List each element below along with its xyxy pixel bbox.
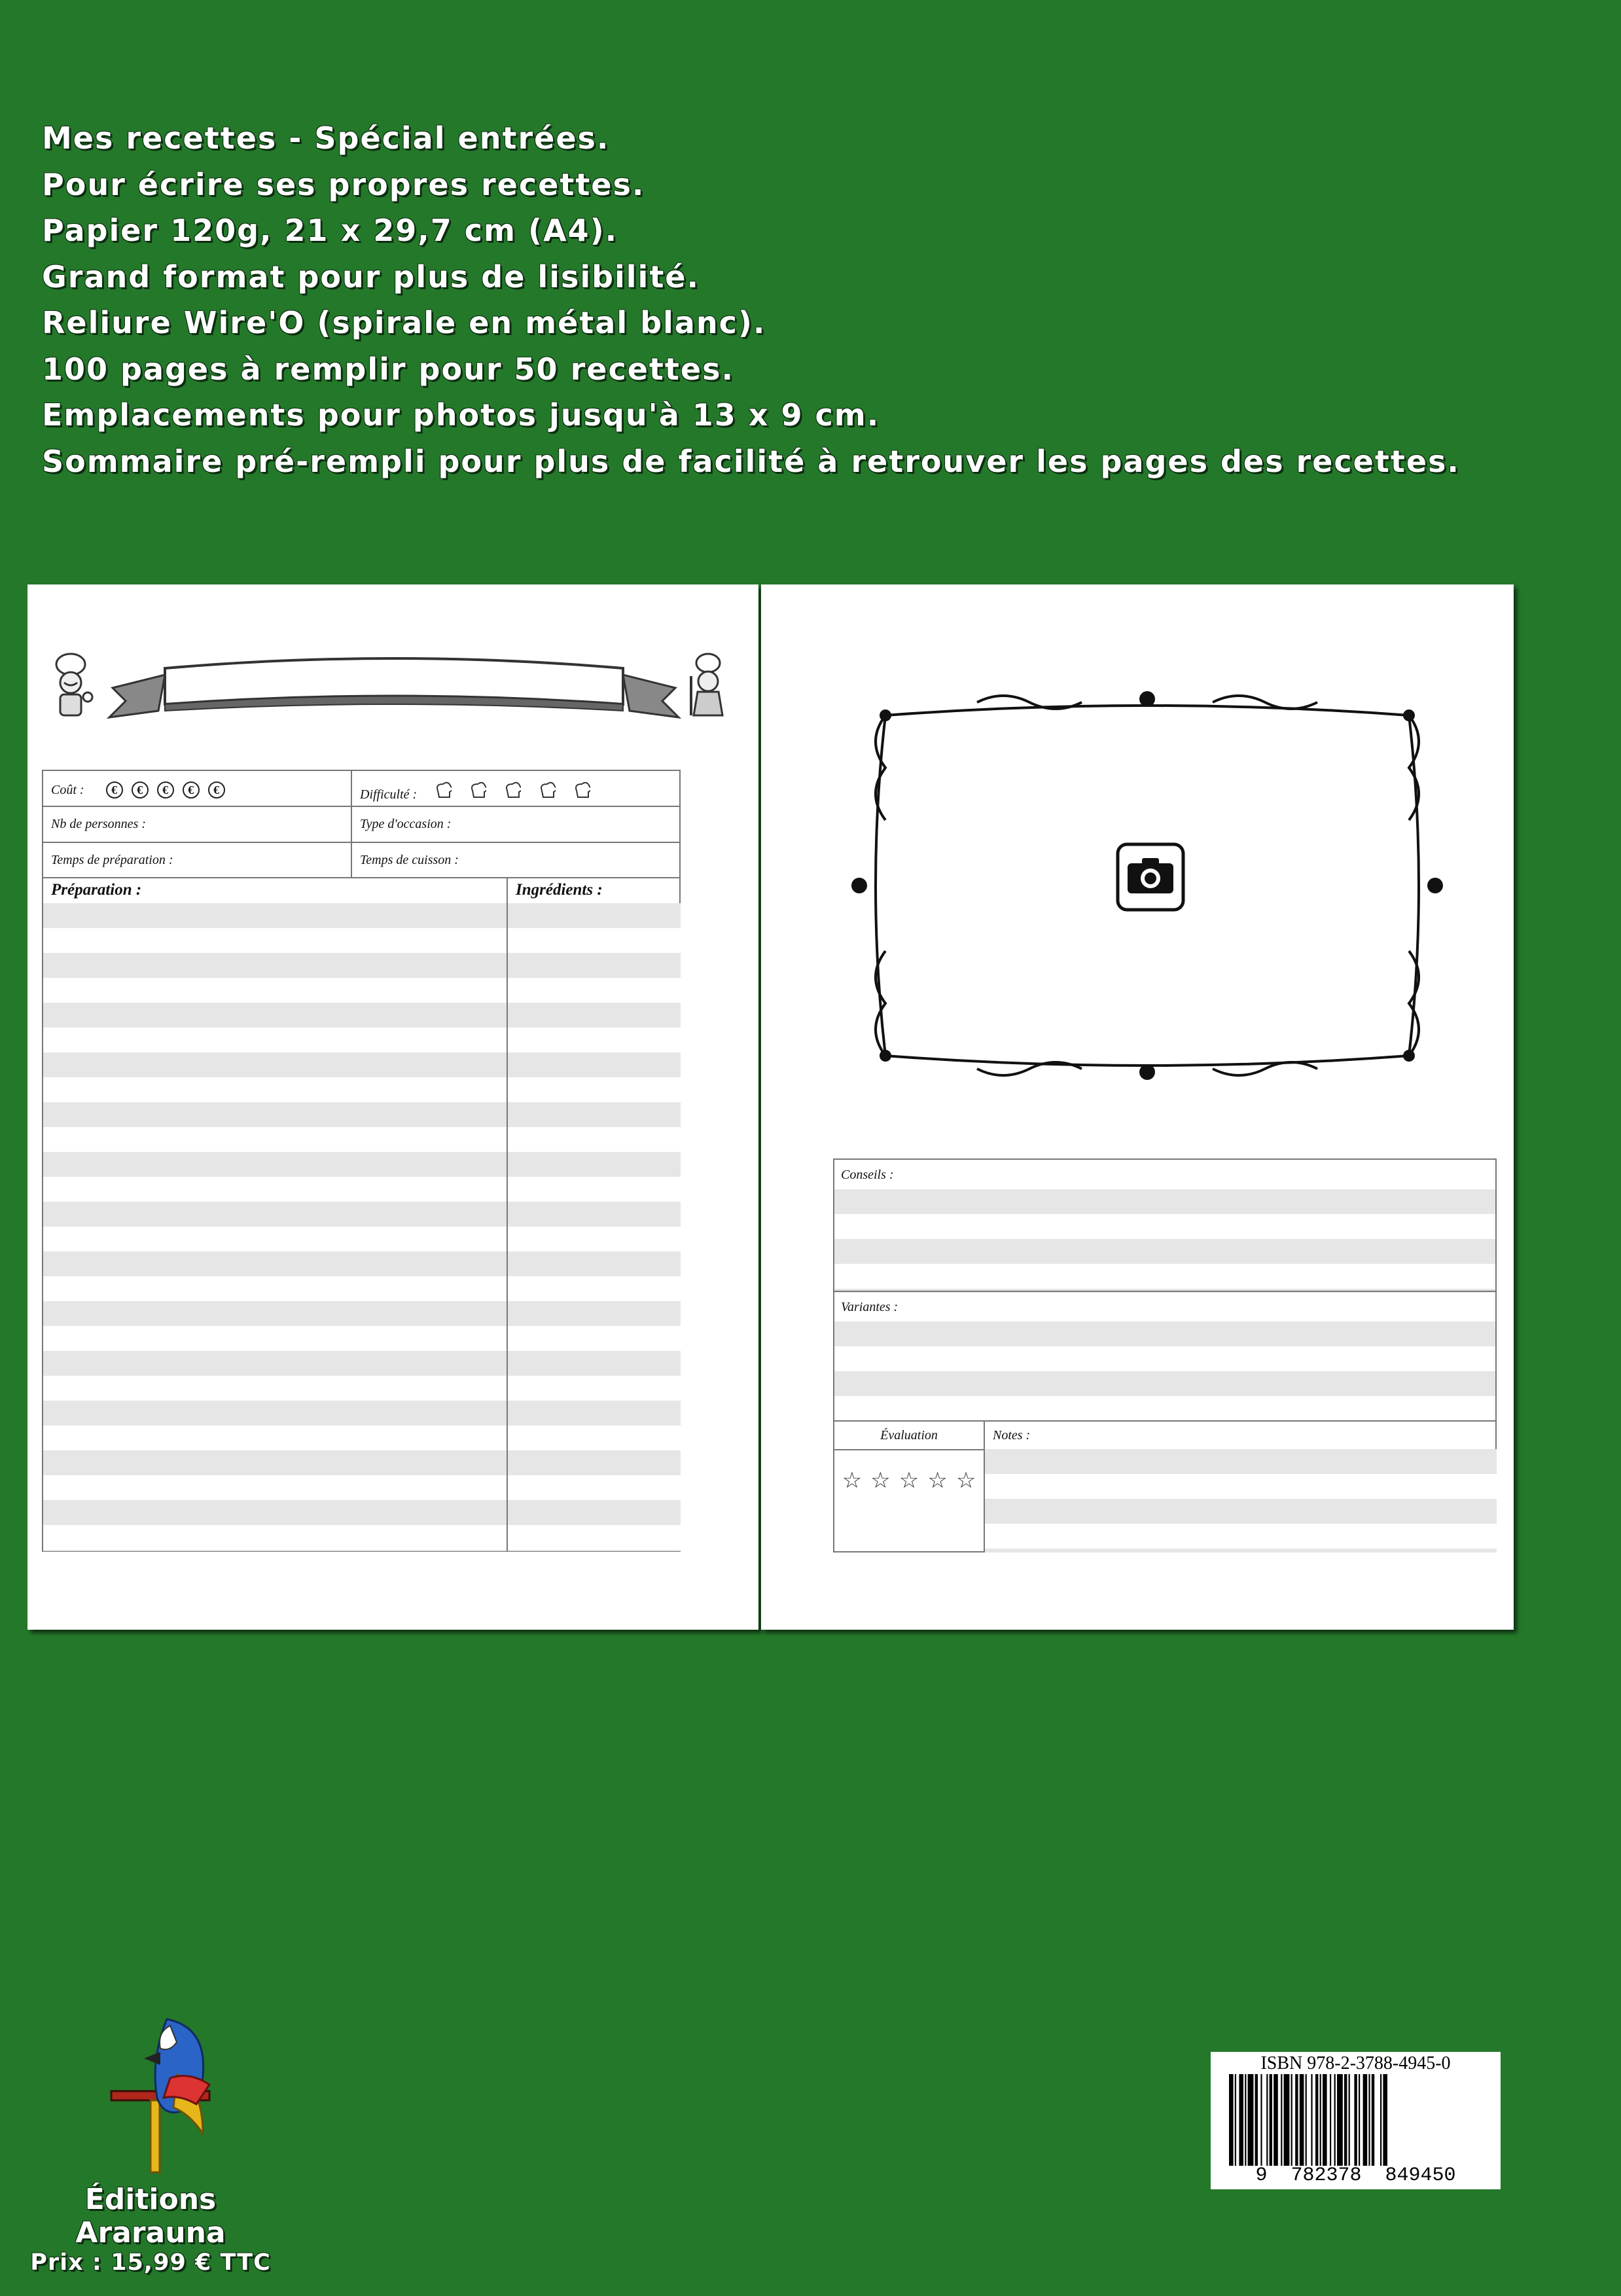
- right-recipe-page: [761, 584, 1514, 1630]
- euro-icon[interactable]: €: [132, 781, 149, 798]
- feature-line: Mes recettes - Spécial entrées.: [42, 120, 610, 156]
- feature-line: Emplacements pour photos jusqu'à 13 x 9 cm.: [42, 397, 880, 433]
- chef-icon: [46, 650, 98, 722]
- barcode-digits: 9 782378 849450: [1255, 2164, 1456, 2187]
- barcode-bar: [1229, 2074, 1234, 2166]
- chef-icon: [682, 650, 734, 722]
- barcode-bar: [1295, 2074, 1298, 2166]
- recipe-info-grid: [42, 770, 681, 878]
- ingredients-lines[interactable]: [508, 903, 681, 1551]
- barcode-bar: [1255, 2074, 1258, 2166]
- variantes-box: [833, 1291, 1497, 1422]
- barcode-bar: [1320, 2074, 1321, 2166]
- star-icon[interactable]: ☆: [927, 1467, 948, 1494]
- feature-line: Reliure Wire'O (spirale en métal blanc).: [42, 305, 766, 340]
- notes-label: Notes :: [993, 1428, 1031, 1443]
- barcode-bar: [1354, 2074, 1357, 2166]
- barcode-bar: [1300, 2074, 1304, 2166]
- preparation-label: Préparation :: [51, 881, 142, 899]
- barcode-bar: [1337, 2074, 1343, 2166]
- variantes-label: Variantes :: [841, 1300, 899, 1314]
- chef-hat-icon[interactable]: [469, 781, 486, 798]
- chef-hat-icon[interactable]: [435, 781, 452, 798]
- euro-icon[interactable]: €: [208, 781, 225, 798]
- difficulte-label: Difficulté :: [360, 787, 418, 802]
- isbn-barcode: [1211, 2052, 1501, 2189]
- difficulte-field[interactable]: [360, 781, 590, 802]
- temps-cuisson-field[interactable]: Temps de cuisson :: [360, 853, 459, 867]
- star-icon[interactable]: ☆: [955, 1467, 976, 1494]
- barcode-bar: [1306, 2074, 1307, 2166]
- barcode-bar: [1349, 2074, 1350, 2166]
- barcode-bar: [1235, 2074, 1236, 2166]
- euro-icon[interactable]: €: [106, 781, 123, 798]
- barcode-bar: [1383, 2074, 1387, 2166]
- barcode-bars: [1229, 2074, 1491, 2166]
- feature-line: 100 pages à remplir pour 50 recettes.: [42, 351, 734, 387]
- barcode-bar: [1248, 2074, 1254, 2166]
- feature-line: Grand format pour plus de lisibilité.: [42, 259, 700, 295]
- cout-field[interactable]: [51, 781, 225, 798]
- publisher-name: Éditions Ararauna: [75, 2183, 226, 2250]
- chef-hat-icon[interactable]: [504, 781, 521, 798]
- conseils-label: Conseils :: [841, 1168, 894, 1182]
- barcode-bar: [1270, 2074, 1272, 2166]
- euro-icon[interactable]: €: [157, 781, 174, 798]
- star-rating[interactable]: [834, 1467, 984, 1494]
- barcode-bar: [1291, 2074, 1292, 2166]
- evaluation-notes-box: [833, 1420, 1497, 1552]
- star-icon[interactable]: ☆: [870, 1467, 891, 1494]
- features-list: [42, 115, 1460, 484]
- temps-preparation-field[interactable]: Temps de préparation :: [51, 853, 173, 867]
- publisher-block: [26, 2183, 275, 2276]
- chef-hat-icon[interactable]: [539, 781, 556, 798]
- evaluation-label: Évaluation: [880, 1428, 938, 1443]
- notes-lines[interactable]: [985, 1449, 1497, 1552]
- star-icon[interactable]: ☆: [899, 1467, 919, 1494]
- barcode-bar: [1372, 2074, 1374, 2166]
- barcode-bar: [1315, 2074, 1318, 2166]
- preparation-ingredients-box: [42, 877, 681, 1552]
- left-recipe-page: [27, 584, 758, 1630]
- euro-icon[interactable]: €: [183, 781, 200, 798]
- title-banner: [99, 649, 688, 727]
- feature-line: Pour écrire ses propres recettes.: [42, 166, 645, 202]
- feature-line: Papier 120g, 21 x 29,7 cm (A4).: [42, 213, 618, 248]
- star-icon[interactable]: ☆: [842, 1467, 863, 1494]
- barcode-bar: [1368, 2074, 1370, 2166]
- barcode-bar: [1334, 2074, 1336, 2166]
- barcode-bar: [1239, 2074, 1243, 2166]
- cout-label: Coût :: [51, 783, 84, 797]
- chef-hat-icon[interactable]: [573, 781, 590, 798]
- barcode-bar: [1311, 2074, 1312, 2166]
- conseils-box: [833, 1158, 1497, 1293]
- barcode-bar: [1266, 2074, 1268, 2166]
- preparation-lines[interactable]: [43, 903, 507, 1551]
- type-occasion-field[interactable]: Type d'occasion :: [360, 817, 452, 831]
- barcode-bar: [1323, 2074, 1327, 2166]
- barcode-bar: [1344, 2074, 1347, 2166]
- isbn-text: ISBN 978-2-3788-4945-0: [1260, 2053, 1451, 2073]
- variantes-lines[interactable]: [834, 1321, 1495, 1422]
- camera-icon[interactable]: [1116, 842, 1185, 912]
- feature-line: Sommaire pré-rempli pour plus de facilité à retrouver les pages des recettes.: [42, 443, 1460, 479]
- barcode-bar: [1281, 2074, 1282, 2166]
- barcode-bar: [1330, 2074, 1331, 2166]
- parrot-logo: [105, 2013, 236, 2183]
- conseils-lines[interactable]: [834, 1189, 1495, 1293]
- barcode-bar: [1363, 2074, 1368, 2166]
- nb-personnes-field[interactable]: Nb de personnes :: [51, 817, 146, 831]
- price-label: Prix : 15,99 € TTC: [30, 2250, 271, 2276]
- barcode-bar: [1284, 2074, 1290, 2166]
- barcode-bar: [1245, 2074, 1246, 2166]
- barcode-bar: [1380, 2074, 1381, 2166]
- barcode-bar: [1274, 2074, 1278, 2166]
- ingredients-label: Ingrédients :: [516, 881, 603, 899]
- barcode-bar: [1359, 2074, 1360, 2166]
- barcode-bar: [1260, 2074, 1262, 2166]
